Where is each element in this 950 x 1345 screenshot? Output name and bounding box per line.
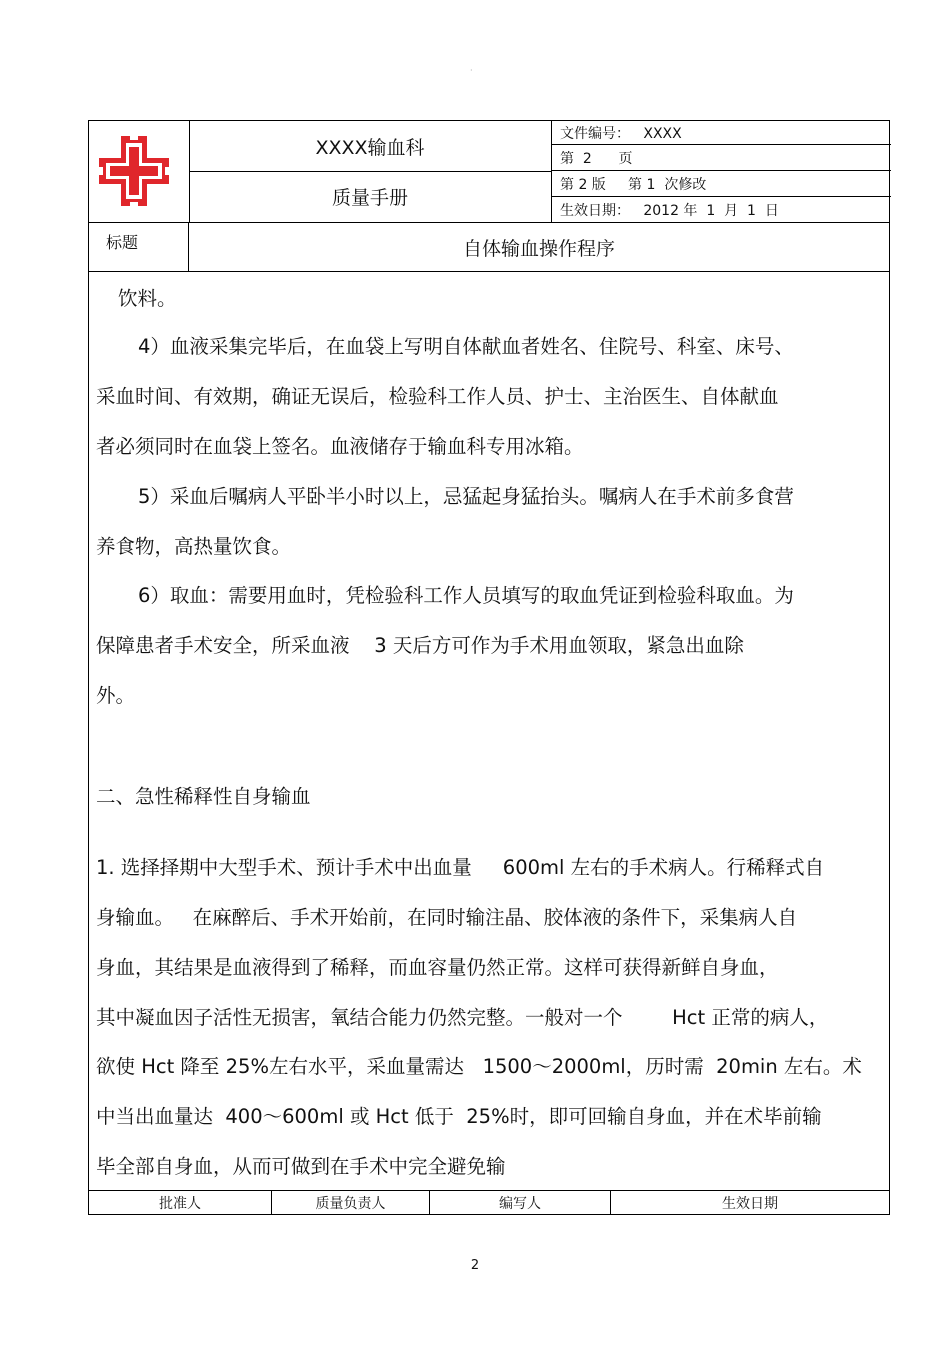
body-line: 保障患者手术安全，所采血液 3 天后方可作为手术用血领取，紧急出血除 [96, 634, 744, 657]
title-label: 标题 [89, 223, 189, 272]
body-line: 养食物，高热量饮食。 [96, 535, 292, 558]
page-cell [551, 145, 891, 171]
document-header-table [88, 120, 890, 272]
body-line: 毕全部自身血，从而可做到在手术中完全避免输 [96, 1155, 506, 1178]
version-cell [551, 171, 891, 197]
effective-date-cell [551, 197, 891, 222]
body-line: 采血时间、有效期，确证无误后，检验科工作人员、护士、主治医生、自体献血 [96, 385, 779, 408]
page-number: 2 [470, 1258, 480, 1273]
body-line: 饮料。 [118, 287, 177, 310]
body-line: 其中凝血因子活性无损害，氧结合能力仍然完整。一般对一个 Hct 正常的病人， [96, 1006, 829, 1029]
body-line: 欲使 Hct 降至 25%左右水平，采血量需达 1500～2000ml，历时需 20min 左右。术 [96, 1055, 862, 1078]
body-line: 者必须同时在血袋上签名。血液储存于输血科专用冰箱。 [96, 435, 584, 458]
page-label: 第 2 页 [560, 150, 633, 167]
approver-label: 批准人 [89, 1191, 272, 1214]
body-line: 6）取血：需要用血时，凭检验科工作人员填写的取血凭证到检验科取血。为 [138, 584, 794, 607]
document-body [88, 272, 890, 1190]
section-heading: 二、急性稀释性自身输血 [96, 785, 311, 808]
department-name: XXXX输血科 [189, 121, 552, 172]
body-line: 身输血。 在麻醉后、手术开始前，在同时输注晶、胶体液的条件下，采集病人自 [96, 906, 798, 929]
quality-manager-label: 质量负责人 [272, 1191, 430, 1214]
title-row [89, 222, 889, 272]
author-label: 编写人 [430, 1191, 611, 1214]
red-cross-icon [95, 132, 173, 210]
body-line: 4）血液采集完毕后，在血袋上写明自体献血者姓名、住院号、科室、床号、 [138, 335, 794, 358]
logo-cell [89, 121, 190, 222]
footer-effective-date-label: 生效日期 [722, 1195, 778, 1212]
doc-number-cell [551, 121, 891, 145]
document-title: 自体输血操作程序 [462, 238, 615, 260]
version-label: 第 2 版 第 1 次修改 [560, 176, 707, 193]
doc-number: 文件编号： XXXX [560, 125, 682, 142]
signature-table [88, 1190, 890, 1215]
body-line: 1. 选择择期中大型手术、预计手术中出血量 600ml 左右的手术病人。行稀释式自 [96, 856, 825, 879]
manual-name: 质量手册 [189, 171, 552, 222]
body-line: 中当出血量达 400～600ml 或 Hct 低于 25%时，即可回输自身血，并在术毕前输 [96, 1105, 822, 1128]
body-line: 5）采血后嘱病人平卧半小时以上，忌猛起身猛抬头。嘱病人在手术前多食营 [138, 485, 794, 508]
effective-date: 生效日期： 2012 年 1 月 1 日 [560, 202, 779, 219]
body-line: 身血，其结果是血液得到了稀释，而血容量仍然正常。这样可获得新鲜自身血， [96, 956, 779, 979]
page-mark: · [470, 66, 473, 75]
body-line: 外。 [96, 684, 136, 707]
